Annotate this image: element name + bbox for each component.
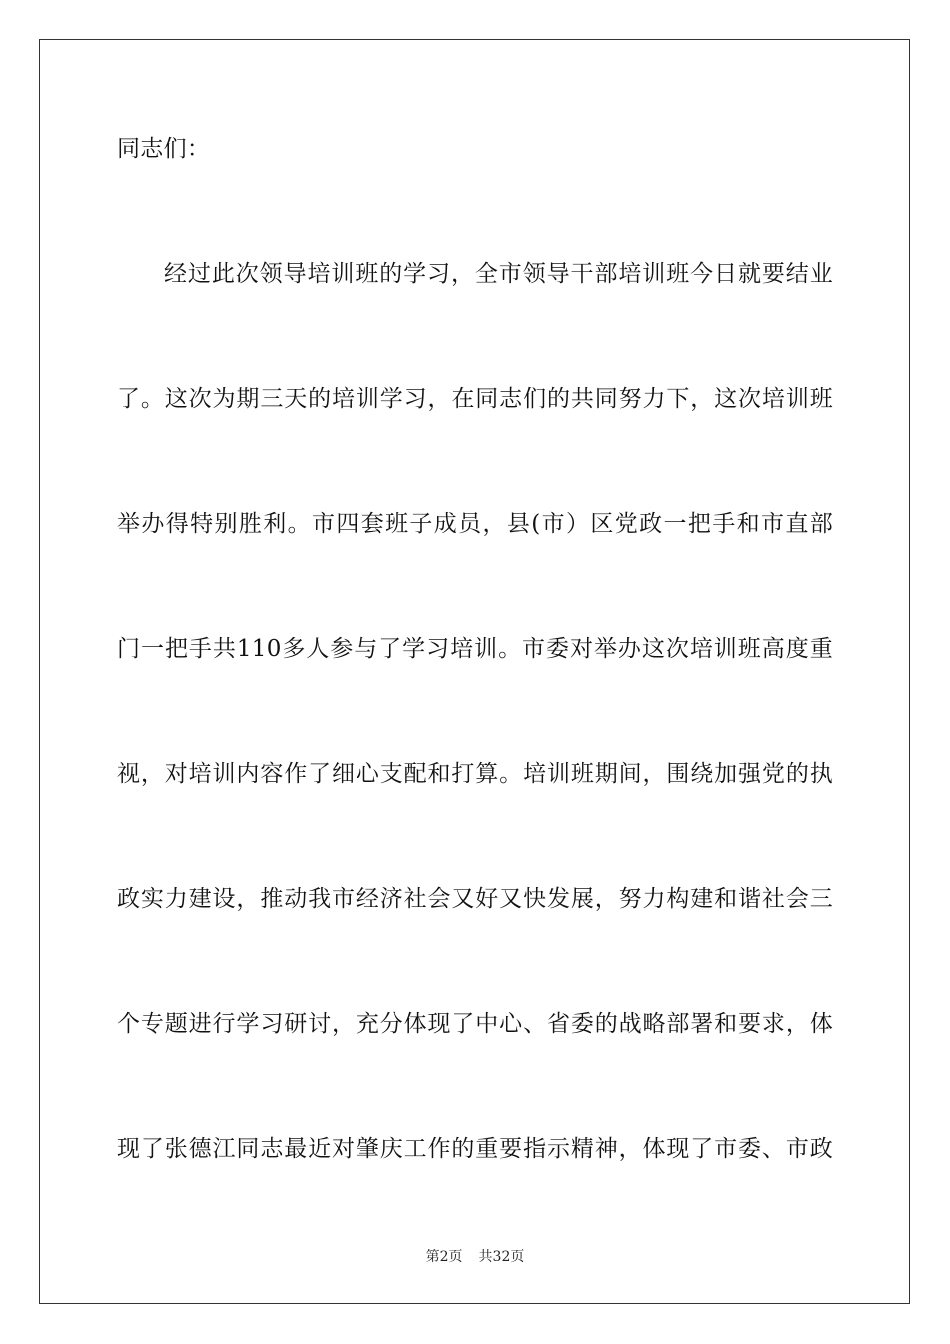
paragraph-line-7: 个专题进行学习研讨，充分体现了中心、省委的战略部署和要求，体: [117, 1011, 833, 1037]
salutation: 同志们：: [117, 136, 211, 162]
page-number-total: 共32页: [478, 1249, 525, 1265]
page-frame: [39, 39, 910, 1304]
paragraph-line-1: 经过此次领导培训班的学习，全市领导干部培训班今日就要结业: [164, 261, 833, 287]
paragraph-line-3: 举办得特别胜利。市四套班子成员，县(市）区党政一把手和市直部: [117, 511, 833, 537]
page-footer: [0, 1248, 950, 1266]
paragraph-line-2: 了。这次为期三天的培训学习，在同志们的共同努力下，这次培训班: [117, 386, 833, 412]
paragraph-line-6: 政实力建设，推动我市经济社会又好又快发展，努力构建和谐社会三: [117, 886, 833, 912]
paragraph-line-5: 视，对培训内容作了细心支配和打算。培训班期间，围绕加强党的执: [117, 761, 833, 787]
paragraph-line-4: 门一把手共110多人参与了学习培训。市委对举办这次培训班高度重: [117, 636, 833, 662]
paragraph-line-8: 现了张德江同志最近对肇庆工作的重要指示精神，体现了市委、市政: [117, 1136, 833, 1162]
page-number-current: 第2页: [425, 1249, 463, 1265]
